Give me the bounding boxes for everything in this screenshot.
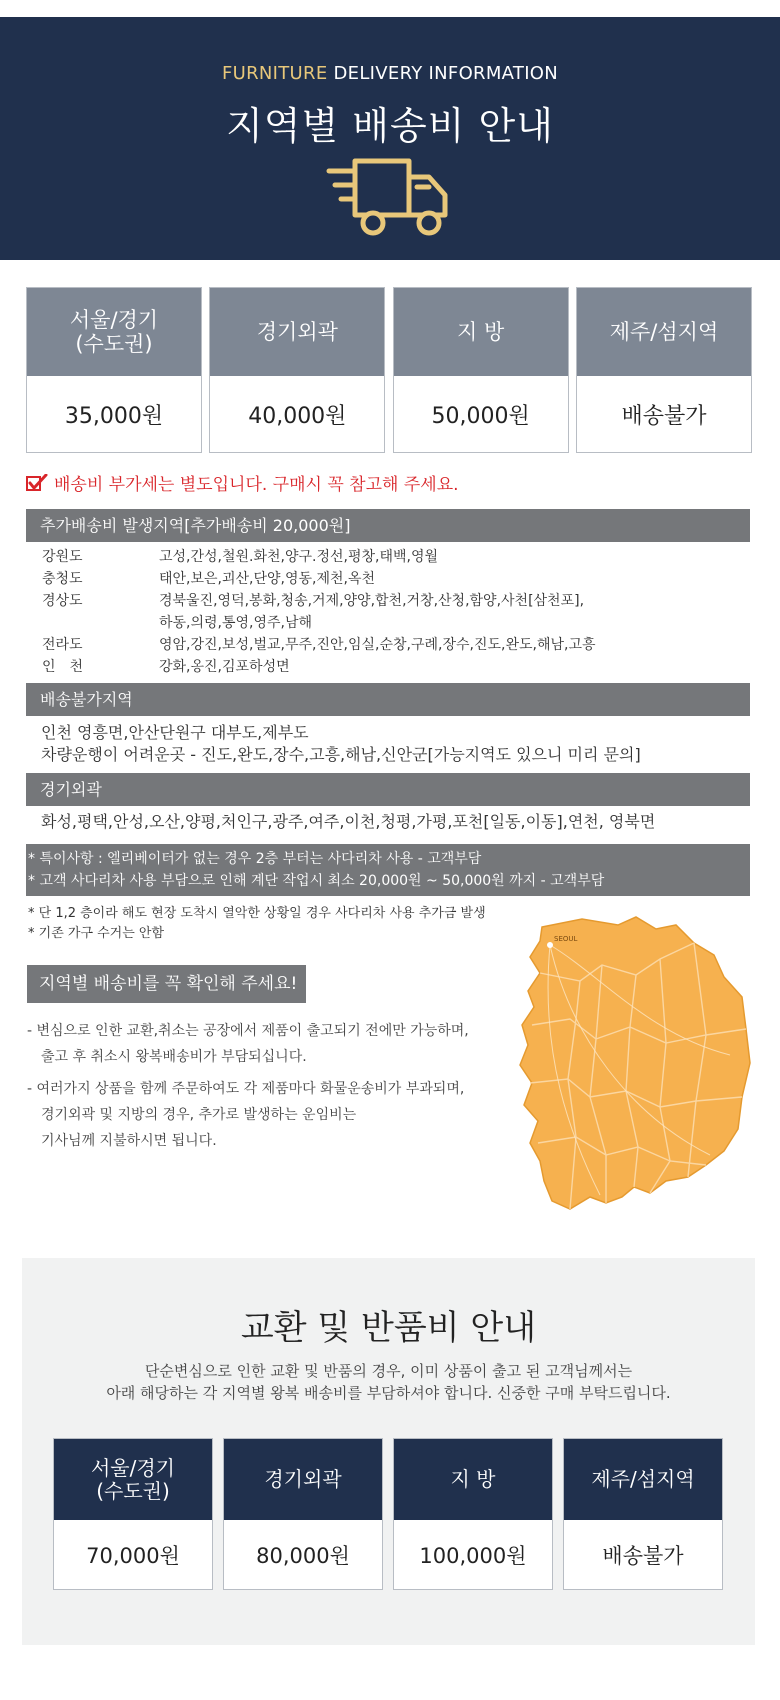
region-areas: 강화,옹진,김포하성면	[159, 659, 290, 675]
exchange-desc-line: 아래 해당하는 각 지역별 왕복 배송비를 부담하셔야 합니다. 신중한 구매 부탁드립니다.	[106, 1384, 671, 1402]
extra-fee-heading: 추가배송비 발생지역[추가배송비 20,000원]	[26, 509, 750, 542]
no-delivery-lines	[41, 722, 641, 766]
exchange-description	[22, 1360, 755, 1404]
price-region: 서울/경기 (수도권)	[27, 288, 201, 376]
exchange-price: 100,000원	[419, 1543, 527, 1568]
region-name: 경상도	[42, 593, 83, 609]
notice-text: 배송비 부가세는 별도입니다. 구매시 꼭 참고해 주세요.	[54, 475, 459, 495]
outer-gyeonggi-heading: 경기외곽	[26, 773, 750, 806]
region-name: 충청도	[42, 571, 83, 587]
outer-gyeonggi-line: 화성,평택,안성,오산,양평,처인구,광주,여주,이천,청평,가평,포천[일동,이동],연천, 영북면	[41, 812, 656, 831]
price-value: 35,000원	[64, 403, 164, 429]
special-line: * 특이사항 : 엘리베이터가 없는 경우 2층 부터는 사다리차 사용 - 고객부담	[28, 851, 482, 867]
description-cancel	[27, 1018, 469, 1070]
region-areas: 하동,의령,통영,영주,남해	[159, 615, 313, 631]
exchange-price: 70,000원	[86, 1543, 180, 1568]
exchange-region: 서울/경기 (수도권)	[54, 1439, 212, 1520]
delivery-truck-icon	[325, 157, 450, 241]
eyebrow-rest: DELIVERY INFORMATION	[327, 63, 559, 84]
exchange-title: 교환 및 반품비 안내	[240, 1308, 537, 1348]
korea-map-icon	[510, 915, 755, 1213]
price-box-capital	[26, 287, 202, 453]
exchange-box-capital	[53, 1438, 213, 1590]
region-row	[42, 590, 719, 612]
region-row	[42, 656, 719, 678]
region-row	[42, 568, 719, 590]
exchange-desc-line: 단순변심으로 인한 교환 및 반품의 경우, 이미 상품이 출고 된 고객님께서는	[144, 1362, 633, 1380]
exchange-box-outer-gyeonggi	[223, 1438, 383, 1590]
description-line: 기사님께 지불하시면 됩니다.	[41, 1133, 217, 1149]
price-box-jeju-islands	[576, 287, 752, 453]
price-box-outer-gyeonggi	[209, 287, 385, 453]
description-line: 출고 후 취소시 왕복배송비가 부담되십니다.	[41, 1049, 307, 1065]
price-region: 경기외곽	[210, 288, 384, 376]
header-banner	[0, 17, 780, 260]
shipping-price-row	[26, 287, 752, 453]
exchange-section	[22, 1258, 755, 1645]
exchange-region: 제주/섬지역	[564, 1439, 722, 1520]
region-row	[42, 634, 719, 656]
exchange-price: 80,000원	[256, 1543, 350, 1568]
small-notes	[28, 904, 486, 944]
exchange-box-provinces	[393, 1438, 553, 1590]
map-seoul-label: SEOUL	[554, 935, 578, 943]
no-delivery-line: 차량운행이 어려운곳 - 진도,완도,장수,고흥,해남,신안군[가능지역도 있으니 미리 문의]	[41, 745, 641, 764]
special-line: * 고객 사다리차 사용 부담으로 인해 계단 작업시 최소 20,000원 ~ 50,000원 까지 - 고객부담	[28, 873, 605, 889]
eyebrow-highlight: FURNITURE	[221, 63, 328, 84]
region-areas: 고성,간성,철원.화천,양구.정선,평창,태백,영월	[159, 549, 439, 565]
description-freight	[27, 1076, 464, 1154]
exchange-region: 지 방	[394, 1439, 552, 1520]
description-line: 경기외곽 및 지방의 경우, 추가로 발생하는 운임비는	[41, 1107, 357, 1123]
check-icon	[26, 474, 48, 492]
small-note: * 단 1,2 층이라 해도 현장 도착시 열악한 상황일 경우 사다리차 사용 추가금 발생	[28, 906, 486, 921]
region-row	[42, 546, 719, 568]
exchange-price-row	[53, 1438, 723, 1590]
no-delivery-line: 인천 영흥면,안산단원구 대부도,제부도	[41, 723, 309, 742]
price-value: 50,000원	[431, 403, 530, 429]
no-delivery-heading: 배송불가지역	[26, 683, 750, 716]
special-notes-box	[26, 844, 750, 896]
region-name: 강원도	[42, 549, 83, 565]
description-line: - 여러가지 상품을 함께 주문하여도 각 제품마다 화물운송비가 부과되며,	[27, 1081, 465, 1097]
small-note: * 기존 가구 수거는 안함	[28, 926, 165, 941]
price-value: 40,000원	[248, 403, 347, 429]
price-region: 제주/섬지역	[577, 288, 751, 376]
page-title: 지역별 배송비 안내	[226, 104, 554, 148]
region-areas: 경북울진,영덕,봉화,청송,거제,양양,합천,거창,산청,함양,사천[삼천포],	[159, 593, 585, 609]
confirm-label: 지역별 배송비를 꼭 확인해 주세요!	[27, 965, 306, 1003]
region-row	[42, 612, 719, 634]
region-areas: 영암,강진,보성,벌교,무주,진안,임실,순창,구례,장수,진도,완도,해남,고흥	[159, 637, 596, 653]
header-eyebrow	[0, 63, 780, 84]
region-name: 전라도	[42, 637, 83, 653]
description-line: - 변심으로 인한 교환,취소는 공장에서 제품이 출고되기 전에만 가능하며,	[27, 1023, 469, 1039]
exchange-box-jeju-islands	[563, 1438, 723, 1590]
exchange-price: 배송불가	[602, 1543, 684, 1568]
region-areas: 태안,보은,괴산,단양,영동,제천,옥천	[159, 571, 376, 587]
price-region: 지 방	[394, 288, 568, 376]
exchange-region: 경기외곽	[224, 1439, 382, 1520]
price-value: 배송불가	[621, 403, 707, 429]
price-box-provinces	[393, 287, 569, 453]
vat-notice	[26, 470, 459, 495]
extra-fee-region-list	[42, 546, 719, 678]
region-name: 인 천	[42, 659, 84, 675]
